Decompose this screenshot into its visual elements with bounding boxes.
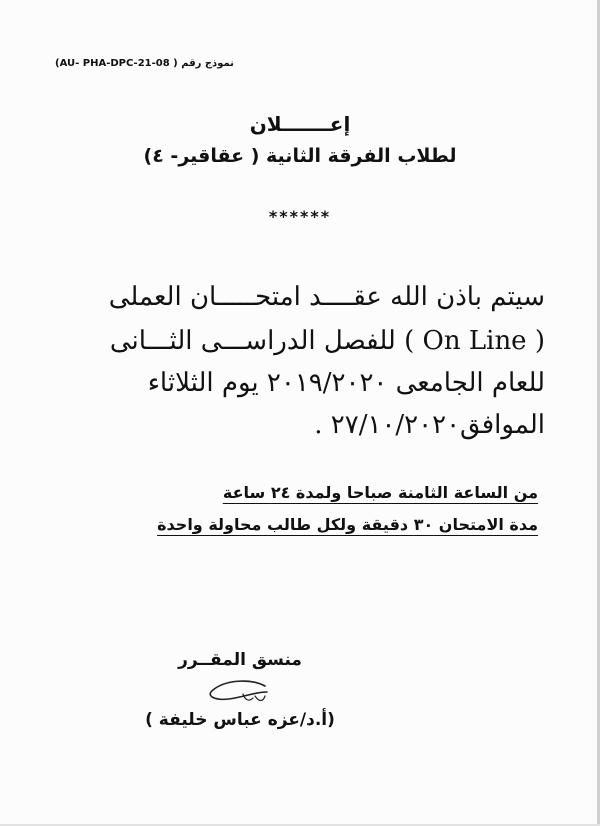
coordinator-label: منسق المقــرر xyxy=(178,650,302,670)
body-line-3: للعام الجامعى ٢٠١٩/٢٠٢٠ يوم الثلاثاء xyxy=(147,368,545,398)
separator-stars: ****** xyxy=(268,207,332,226)
body-line-4: الموافق٢٧/١٠/٢٠٢٠ . xyxy=(314,410,545,440)
signature-icon xyxy=(195,672,285,712)
form-number: نموذج رقم ( AU- PHA-DPC-21-08) xyxy=(55,58,234,69)
exam-time-line: من الساعة الثامنة صباحا ولمدة ٢٤ ساعة xyxy=(222,483,538,502)
body-line-2: ( On Line ) للفصل الدراســـى الثـــانى xyxy=(109,326,545,356)
announcement-subtitle: لطلاب الفرقة الثانية ( عقاقير- ٤) xyxy=(143,145,457,167)
signer-name: (أ.د/عزه عباس خليفة ) xyxy=(145,710,335,730)
body-line-1: سيتم باذن الله عقــــد امتحـــــان العملى xyxy=(108,282,545,312)
exam-duration-line: مدة الامتحان ٣٠ دقيقة ولكل طالب محاولة واحدة xyxy=(157,515,538,534)
announcement-title: إعـــــــلان xyxy=(249,112,351,136)
